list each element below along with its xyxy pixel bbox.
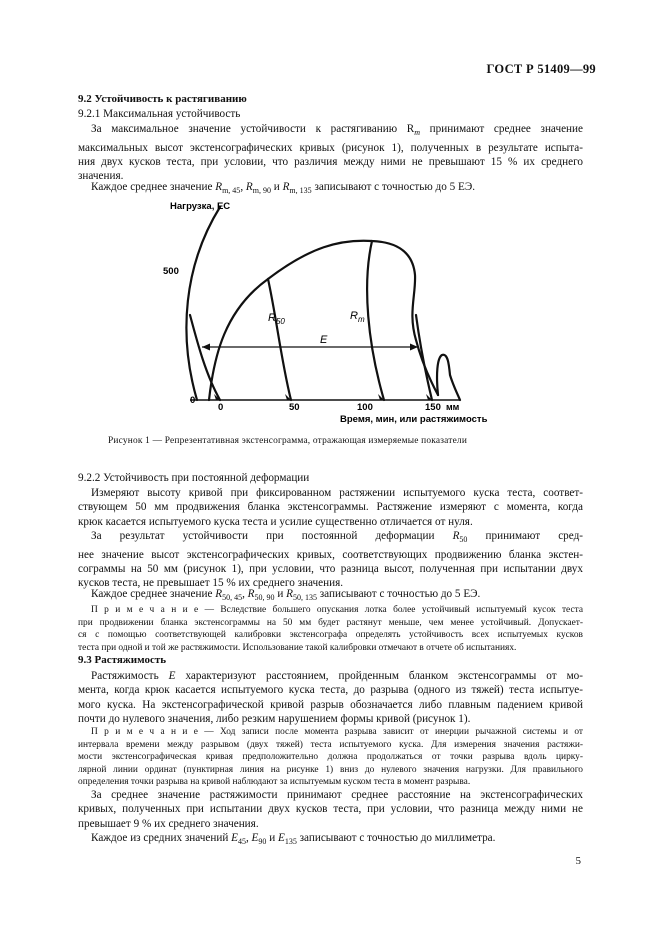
note-9-3: П р и м е ч а н и е — Ход записи после момента разрыва зависит от инерции рычажной системы и от интервала времени между разрывом (двух тяжей) теста испытуемого куска. Для измерения значения растяжи- мости экстенсографическая кривая предположительно должна продолжаться от точки разрыва вдоль цирку- лярной линии ординат (пунктирная линия на рисунке 1) вниз до нулевого значения нагрузки. Для правильного определения точки разрыва на кривой наблюдают за испытуемым куском теста в момент разрыва. xyxy=(78,727,583,788)
paragraph-9-2-2-c: Каждое среднее значение $R_{50, 45}$, $R_{50, 90}$ и $R_{50, 135}$ записывают с точностью до 5 ЕЭ. xyxy=(91,588,481,603)
y-tick-0: 0 xyxy=(190,395,196,406)
x-tick-50: 50 xyxy=(289,402,300,413)
x-tick-100: 100 xyxy=(357,402,373,413)
label-rm: $R_m$ xyxy=(350,310,365,324)
note-9-2-2: П р и м е ч а н и е — Вследствие большего опускания лотка более устойчивый испытуемый кусок теста при продвижении бланка экстенсограммы на 50 мм будет растянут меньше, чем менее устойчивый. Допускает- ся с помощью соответствующей калибровки экстенсографа определять устойчивость всех испытуемых кусков теста при одной и той же растяжимости. Использование такой калибровки отмечают в отчете об испытаниях. xyxy=(78,605,583,653)
extensogram-curve xyxy=(209,241,438,400)
y-axis-label: Нагрузка, ЕС xyxy=(170,201,231,212)
subsection-9-2-2: 9.2.2 Устойчивость при постоянной деформации xyxy=(78,472,310,484)
standard-id: ГОСТ Р 51409—99 xyxy=(486,62,596,76)
paragraph-9-3-a: Растяжимость E характеризуют расстоянием, пройденным бланком экстенсограммы от мо- мента, когда крюк касается испытуемого куска теста, до разрыва (одного из тяжей) теста испытуе- мого куска. На экстенсографической кривой разрыв обозначается либо плавным падением кривой почти до нулевого значения, либо резким нарушением формы кривой (рисунок 1). xyxy=(78,670,583,726)
paragraph-9-3-b: За среднее значение растяжимости принимают среднее расстояние на экстенсографических кривых, полученных при испытании двух кусков теста, при условии, что разница между ними не превышает 9 % их среднего значения. xyxy=(78,789,583,830)
subsection-9-2-1: 9.2.1 Максимальная устойчивость xyxy=(78,108,241,120)
section-heading-9-3: 9.3 Растяжимость xyxy=(78,654,167,666)
x-tick-150: 150 xyxy=(425,402,441,413)
paragraph-9-2-1-a: За максимальное значение устойчивости к растягиванию $R_m$ принимают среднее значение максимальных высот экстенсографических кривых (рисунок 1), полученных в результате испыта- ния двух кусков теста, при условии, что различия между ними не превышают 15 % их среднего значения. xyxy=(78,123,583,183)
label-e: E xyxy=(320,334,328,346)
x-tick-0: 0 xyxy=(218,402,224,413)
page-number: 5 xyxy=(575,855,581,867)
r50-arc xyxy=(268,279,291,400)
e-arrow-left xyxy=(202,344,210,351)
break-arc xyxy=(416,315,432,400)
paragraph-9-2-1-b: Каждое среднее значение $R_{m, 45}$, $R_{m, 90}$ и $R_{m, 135}$ записывают с точностью до 5 ЕЭ. xyxy=(91,181,476,196)
extensogram-figure xyxy=(150,195,510,430)
figure-caption: Рисунок 1 — Репрезентативная экстенсограмма, отражающая измеряемые показатели xyxy=(108,436,468,446)
paragraph-9-2-2-b: За результат устойчивости при постоянной деформации $R_{50}$ принимают сред- нее значение высот экстенсографических кривых, соответствующих продвижению бланка экстен- сограммы на 50 мм (рисунок 1), при условии, что разница высот, полученная при испытании двух кусков теста, не превышает 15 % их среднего значения. xyxy=(78,530,583,590)
x-axis-label: Время, мин, или растяжимость xyxy=(340,414,488,425)
label-r50: $R_{50}$ xyxy=(268,312,285,326)
break-wiggle xyxy=(437,355,460,400)
y-tick-500: 500 xyxy=(163,266,179,277)
paragraph-9-3-c: Каждое из средних значений $E_{45}$, $E_{90}$ и $E_{135}$ записывают с точностью до миллиметра. xyxy=(91,832,496,847)
rm-arc xyxy=(367,241,384,400)
x-tick-unit: мм xyxy=(446,402,460,412)
section-heading-9-2: 9.2 Устойчивость к растягиванию xyxy=(78,93,247,105)
ordinate-arc xyxy=(186,207,220,400)
paragraph-9-2-2-a: Измеряют высоту кривой при фиксированном растяжении испытуемого куска теста, соответ- ствующем 50 мм продвижения бланка экстенсограммы. Растяжение измеряют с момента, когда крюк касается испытуемого куска теста и усилие существенно отличается от нуля. xyxy=(78,487,583,528)
